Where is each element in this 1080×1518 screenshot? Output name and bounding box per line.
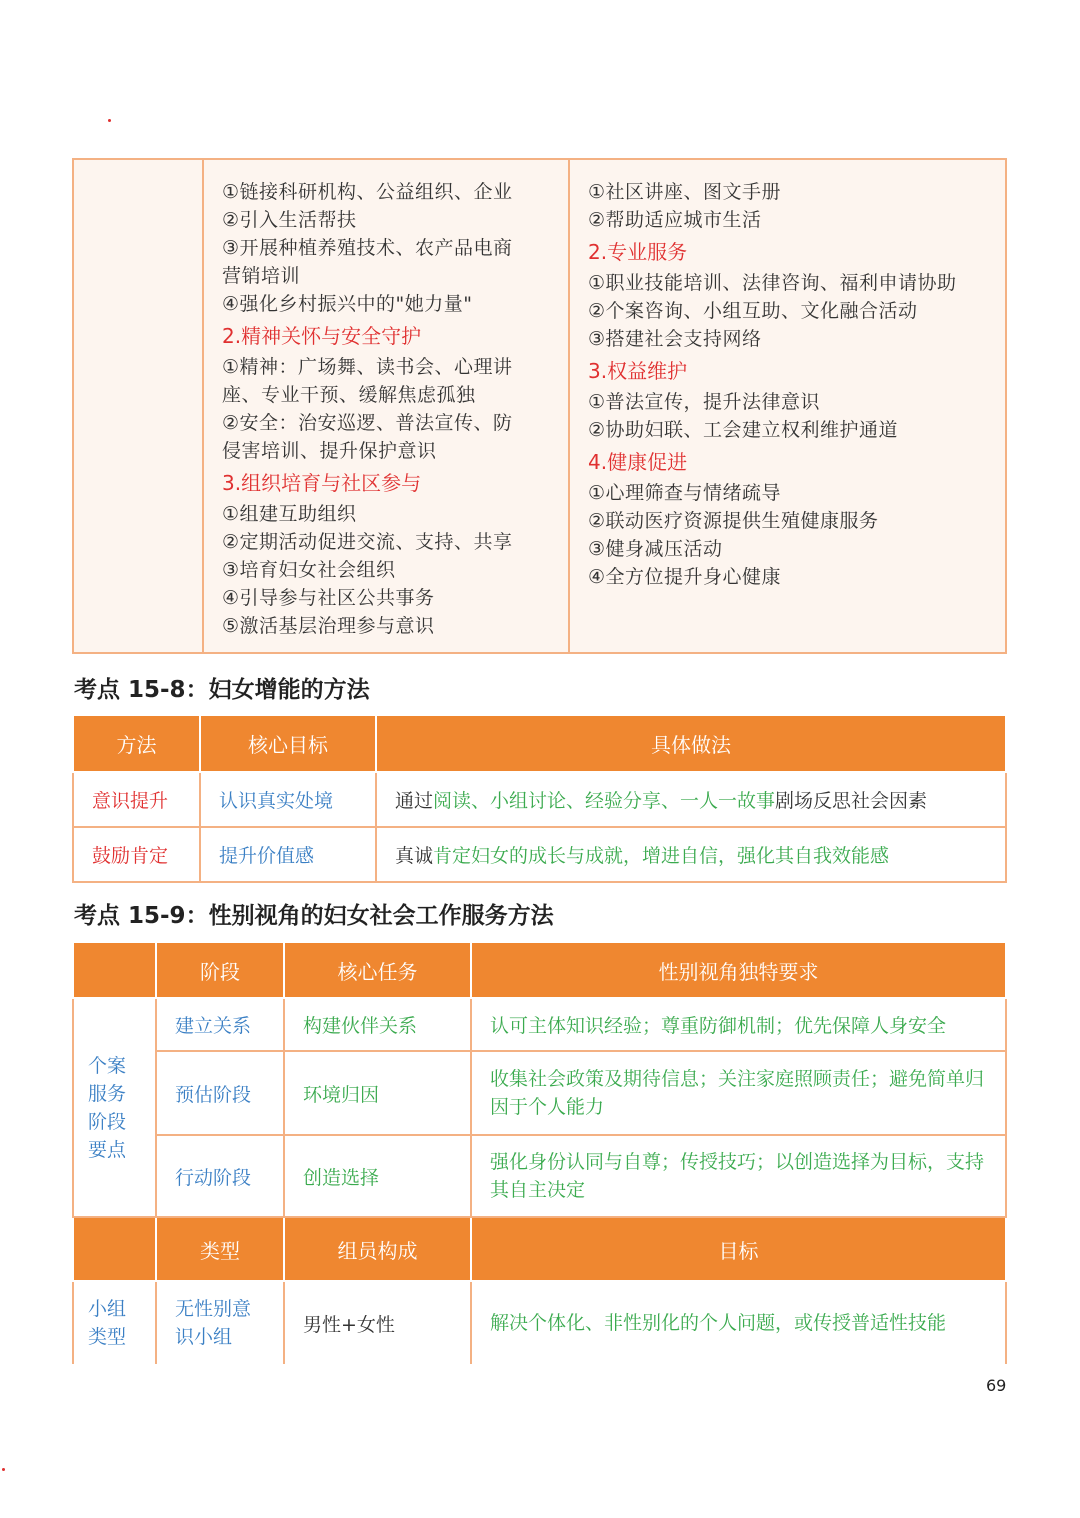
requirement-cell: 强化身份认同与自尊；传授技巧；以创造选择为目标，支持其自主决定 <box>471 1135 1006 1217</box>
table-row <box>73 772 1006 827</box>
table-row <box>73 1281 1006 1364</box>
goal-cell: 认识真实处境 <box>200 772 376 827</box>
stage-cell: 预估阶段 <box>156 1051 284 1135</box>
text-line: ①职业技能培训、法律咨询、福利申请协助 <box>588 272 957 294</box>
text-line: ②定期活动促进交流、支持、共享 <box>222 531 513 553</box>
stage-cell: 建立关系 <box>156 998 284 1051</box>
column-header: 性别视角独特要求 <box>471 942 1006 998</box>
text-line: ③开展种植养殖技术、农产品电商 <box>222 237 513 259</box>
subheading: 2.专业服务 <box>588 240 688 264</box>
column-header-empty <box>73 942 156 998</box>
red-dot-mark <box>2 1468 5 1471</box>
empty-column <box>74 160 204 652</box>
task-cell: 构建伙伴关系 <box>284 998 471 1051</box>
column-header: 组员构成 <box>284 1217 471 1281</box>
text-line: ②安全：治安巡逻、普法宣传、防 <box>222 412 513 434</box>
subheading: 4.健康促进 <box>588 450 688 474</box>
group-label-cell: 小组类型 <box>73 1281 156 1364</box>
text-line: ①链接科研机构、公益组织、企业 <box>222 181 513 203</box>
text-line: ②引入生活帮扶 <box>222 209 357 231</box>
table-row <box>73 998 1006 1051</box>
text-line: ②个案咨询、小组互助、文化融合活动 <box>588 300 918 322</box>
text-line: ④全方位提升身心健康 <box>588 566 782 588</box>
task-cell: 创造选择 <box>284 1135 471 1217</box>
text-line: ②联动医疗资源提供生殖健康服务 <box>588 510 879 532</box>
goal-cell: 提升价值感 <box>200 827 376 882</box>
subheading: 2.精神关怀与安全守护 <box>222 324 422 348</box>
column-header: 核心目标 <box>200 715 376 772</box>
text-line: 营销培训 <box>222 265 301 287</box>
task-cell: 环境归因 <box>284 1051 471 1135</box>
column-header: 方法 <box>73 715 200 772</box>
empowerment-methods-table <box>72 714 1007 883</box>
method-cell: 意识提升 <box>73 772 200 827</box>
text-line: ③健身减压活动 <box>588 538 723 560</box>
text-line: 侵害培训、提升保护意识 <box>222 440 437 462</box>
text-line: ④引导参与社区公共事务 <box>222 587 435 609</box>
text-line: ①组建互助组织 <box>222 503 357 525</box>
text-line: ②协助妇联、工会建立权利维护通道 <box>588 419 899 441</box>
column-header: 具体做法 <box>376 715 1006 772</box>
text-line: ①社区讲座、图文手册 <box>588 181 782 203</box>
middle-column <box>204 160 570 652</box>
subheading: 3.权益维护 <box>588 359 688 383</box>
stage-cell: 行动阶段 <box>156 1135 284 1217</box>
requirement-cell: 收集社会政策及期待信息；关注家庭照顾责任；避免简单归因于个人能力 <box>471 1051 1006 1135</box>
goal-cell: 解决个体化、非性别化的个人问题，或传授普适性技能 <box>471 1281 1006 1364</box>
text-line: ③培育妇女社会组织 <box>222 559 396 581</box>
practice-cell: 真诚肯定妇女的成长与成就，增进自信，强化其自我效能感 <box>376 827 1006 882</box>
column-header-empty <box>73 1217 156 1281</box>
text-line: ④强化乡村振兴中的"她力量" <box>222 293 473 315</box>
subheading: 3.组织培育与社区参与 <box>222 471 422 495</box>
column-header: 类型 <box>156 1217 284 1281</box>
continuation-table <box>72 158 1007 654</box>
red-dot-mark <box>108 119 111 122</box>
table-row <box>73 1135 1006 1217</box>
text-line: 座、专业干预、缓解焦虑孤独 <box>222 384 476 406</box>
page-number: 69 <box>986 1376 1007 1395</box>
column-header: 目标 <box>471 1217 1006 1281</box>
table-row <box>73 1051 1006 1135</box>
table-row <box>73 827 1006 882</box>
requirement-cell: 认可主体知识经验；尊重防御机制；优先保障人身安全 <box>471 998 1006 1051</box>
method-cell: 鼓励肯定 <box>73 827 200 882</box>
text-line: ③搭建社会支持网络 <box>588 328 762 350</box>
text-line: ②帮助适应城市生活 <box>588 209 762 231</box>
gender-perspective-table <box>72 941 1007 1364</box>
practice-cell: 通过阅读、小组讨论、经验分享、一人一故事剧场反思社会因素 <box>376 772 1006 827</box>
text-line: ①心理筛查与情绪疏导 <box>588 482 782 504</box>
members-cell: 男性+女性 <box>284 1281 471 1364</box>
column-header: 核心任务 <box>284 942 471 998</box>
text-line: ①精神：广场舞、读书会、心理讲 <box>222 356 513 378</box>
section-title: 考点 15-9：性别视角的妇女社会工作服务方法 <box>74 903 554 929</box>
right-column <box>570 160 1005 652</box>
text-line: ⑤激活基层治理参与意识 <box>222 615 435 637</box>
section-title: 考点 15-8：妇女增能的方法 <box>74 677 370 703</box>
column-header: 阶段 <box>156 942 284 998</box>
text-line: ①普法宣传，提升法律意识 <box>588 391 821 413</box>
group-label-cell: 个案服务阶段要点 <box>73 998 156 1217</box>
type-cell: 无性别意识小组 <box>156 1281 284 1364</box>
